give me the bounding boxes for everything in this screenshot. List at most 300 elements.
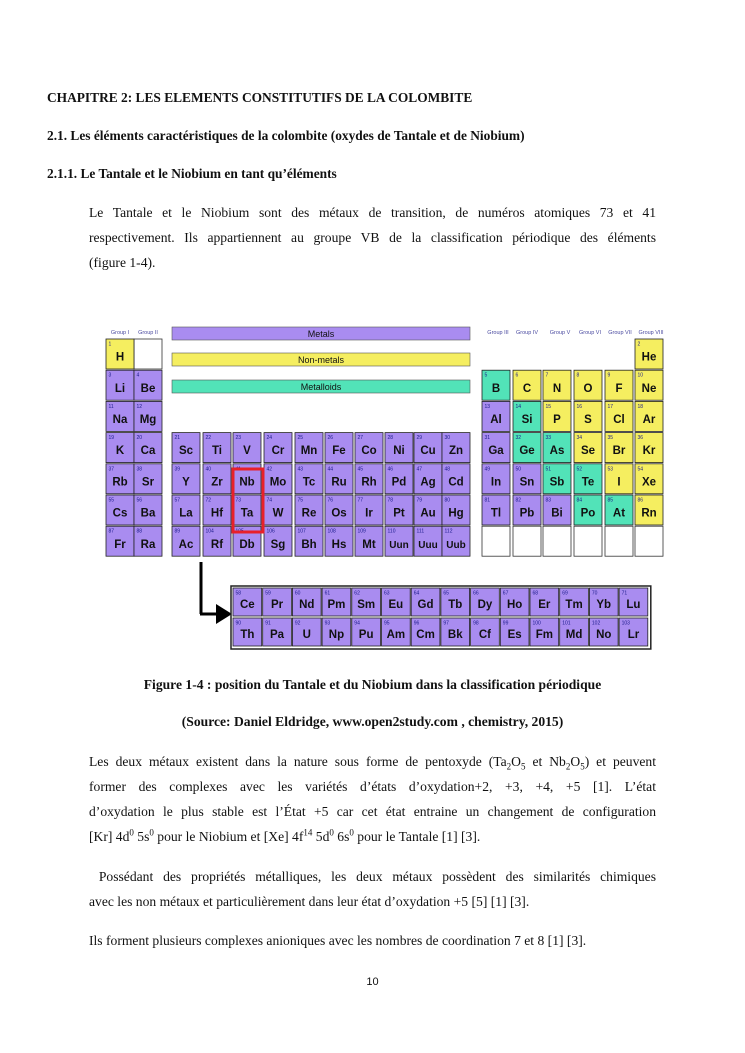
atomic-number: 61 xyxy=(324,590,331,597)
atomic-number: 86 xyxy=(637,497,644,504)
element-symbol: Tm xyxy=(565,599,583,612)
atomic-number: 2 xyxy=(637,341,641,348)
element-symbol: Bk xyxy=(447,629,463,642)
atomic-number: 4 xyxy=(136,372,140,379)
atomic-number: 16 xyxy=(576,403,583,410)
atomic-number: 13 xyxy=(484,403,491,410)
atomic-number: 76 xyxy=(327,497,334,504)
element-symbol: Fm xyxy=(535,629,553,642)
element-cell-po xyxy=(574,495,602,525)
element-cell-w xyxy=(264,495,292,525)
group-label-4: Group IV xyxy=(515,330,539,336)
atomic-number: 55 xyxy=(108,497,115,504)
element-symbol: K xyxy=(115,445,125,458)
element-cell-th xyxy=(233,618,262,646)
element-symbol: Mn xyxy=(300,445,318,458)
atomic-number: 84 xyxy=(576,497,583,504)
element-cell-tl xyxy=(482,495,510,525)
text-run: O xyxy=(570,754,581,769)
empty-cell xyxy=(513,526,541,556)
atomic-number: 66 xyxy=(473,590,479,597)
element-symbol: U xyxy=(302,629,311,642)
atomic-number: 36 xyxy=(637,435,644,442)
element-cell-kr xyxy=(635,433,663,463)
main-table xyxy=(106,339,663,556)
element-symbol: Er xyxy=(538,599,551,612)
element-cell-ra xyxy=(134,526,162,556)
element-cell-sb xyxy=(543,464,571,494)
atomic-number: 98 xyxy=(473,620,479,627)
atomic-number: 63 xyxy=(384,590,390,597)
element-cell-yb xyxy=(589,588,618,616)
element-cell-uuu xyxy=(414,526,442,556)
element-symbol: Nb xyxy=(239,476,255,489)
element-cell-cs xyxy=(106,495,134,525)
element-symbol: Mg xyxy=(139,414,157,426)
element-symbol: Es xyxy=(507,629,522,642)
element-cell-f xyxy=(605,370,633,400)
text-run: pour le Tantale [1] [3]. xyxy=(353,829,481,844)
element-cell-pu xyxy=(352,618,381,646)
element-cell-in xyxy=(482,464,510,494)
element-symbol: Sn xyxy=(519,476,535,489)
element-symbol: Lu xyxy=(626,599,641,612)
element-symbol: Li xyxy=(114,382,126,395)
element-cell-ge xyxy=(513,433,541,463)
atomic-number: 94 xyxy=(354,620,360,627)
element-cell-v xyxy=(233,433,261,463)
f-block-arrow-head xyxy=(216,604,232,624)
element-symbol: Se xyxy=(580,445,596,458)
element-cell-uun xyxy=(385,526,413,556)
element-cell-o xyxy=(574,370,602,400)
element-cell-sg xyxy=(264,526,292,556)
element-symbol: Uun xyxy=(389,539,409,551)
element-symbol: Au xyxy=(420,507,436,520)
element-symbol: Ag xyxy=(420,476,436,489)
element-symbol: Uuu xyxy=(418,539,438,551)
element-symbol: V xyxy=(243,445,251,458)
element-cell-mg xyxy=(134,401,162,431)
atomic-number: 51 xyxy=(545,466,552,473)
element-cell-rh xyxy=(355,464,383,494)
element-symbol: Sg xyxy=(270,538,286,551)
element-symbol: Os xyxy=(331,507,347,520)
atomic-number: 35 xyxy=(607,435,614,442)
atomic-number: 60 xyxy=(294,590,301,597)
element-cell-lr xyxy=(619,618,648,646)
element-symbol: Cr xyxy=(271,445,285,458)
properties-line-1: Possédant des propriétés métalliques, les deux métaux possèdent des similarités chimiques xyxy=(89,869,656,884)
atomic-number: 73 xyxy=(235,497,242,504)
element-symbol: Be xyxy=(140,382,156,395)
figure-caption: Figure 1-4 : position du Tantale et du Niobium dans la classification périodique xyxy=(143,677,602,692)
atomic-number: 58 xyxy=(235,590,242,597)
element-cell-no xyxy=(589,618,618,646)
element-symbol: Br xyxy=(612,445,626,458)
atomic-number: 54 xyxy=(637,466,644,473)
atomic-number: 5 xyxy=(484,372,488,379)
element-symbol: Pd xyxy=(391,476,407,489)
atomic-number: 100 xyxy=(532,620,541,627)
element-symbol: Sb xyxy=(549,476,565,489)
element-cell-ru xyxy=(325,464,353,494)
atomic-number: 107 xyxy=(297,528,306,535)
element-symbol: Ac xyxy=(178,538,194,551)
element-cell-i xyxy=(605,464,633,494)
group-label-8: Group VIII xyxy=(638,330,664,336)
element-cell-ir xyxy=(355,495,383,525)
element-cell-sc xyxy=(172,433,200,463)
empty-cell xyxy=(635,526,663,556)
intro-line-3: (figure 1-4). xyxy=(89,255,156,270)
element-cell-rb xyxy=(106,464,134,494)
atomic-number: 26 xyxy=(327,435,334,442)
element-cell-mn xyxy=(295,433,323,463)
element-symbol: Si xyxy=(521,414,533,426)
element-symbol: Hf xyxy=(210,507,224,520)
text-run: 6s xyxy=(333,829,350,844)
element-symbol: Zn xyxy=(448,445,464,458)
atomic-number: 78 xyxy=(387,497,394,504)
atomic-number: 72 xyxy=(205,497,212,504)
element-symbol: Pu xyxy=(358,629,374,642)
text-run: pour le Niobium et [Xe] 4f xyxy=(153,829,304,844)
atomic-number: 97 xyxy=(443,620,449,627)
atomic-number: 111 xyxy=(416,528,425,535)
atomic-number: 23 xyxy=(235,435,242,442)
atomic-number: 7 xyxy=(545,372,549,379)
subsection-heading: 2.1.1. Le Tantale et le Niobium en tant qu’éléments xyxy=(47,166,337,181)
element-cell-s xyxy=(574,401,602,431)
atomic-number: 10 xyxy=(637,372,644,379)
atomic-number: 93 xyxy=(324,620,331,627)
element-symbol: Po xyxy=(580,507,596,520)
periodic-table-figure xyxy=(0,320,745,650)
element-cell-cr xyxy=(264,433,292,463)
superscript: 0 xyxy=(329,827,334,838)
text-run: [Kr] 4d xyxy=(89,829,130,844)
atomic-number: 15 xyxy=(545,403,552,410)
element-cell-os xyxy=(325,495,353,525)
atomic-number: 22 xyxy=(205,435,212,442)
text-run: 5s xyxy=(133,829,150,844)
element-cell-ta xyxy=(233,495,261,525)
element-symbol: Sr xyxy=(141,476,155,489)
superscript: 0 xyxy=(349,827,354,838)
element-cell-bi xyxy=(543,495,571,525)
atomic-number: 41 xyxy=(235,466,242,473)
superscript: 14 xyxy=(303,827,313,838)
atomic-number: 81 xyxy=(484,497,491,504)
oxidation-line-1 xyxy=(89,749,656,774)
atomic-number: 34 xyxy=(576,435,583,442)
atomic-number: 14 xyxy=(515,403,522,410)
element-cell-eu xyxy=(382,588,411,616)
element-cell-co xyxy=(355,433,383,463)
legend-metals-label: Metals xyxy=(307,329,335,339)
element-cell-fr xyxy=(106,526,134,556)
element-symbol: F xyxy=(615,382,623,395)
subscript: 2 xyxy=(565,761,571,772)
element-cell-nd xyxy=(292,588,321,616)
element-cell-si xyxy=(513,401,541,431)
element-cell-cl xyxy=(605,401,633,431)
element-symbol: Nd xyxy=(299,599,315,612)
element-cell-ni xyxy=(385,433,413,463)
element-symbol: N xyxy=(552,382,562,395)
element-symbol: Te xyxy=(581,476,595,489)
element-symbol: Na xyxy=(112,414,128,426)
element-cell-ac xyxy=(172,526,200,556)
element-cell-mt xyxy=(355,526,383,556)
atomic-number: 102 xyxy=(591,620,601,627)
element-symbol: At xyxy=(612,507,626,520)
atomic-number: 52 xyxy=(576,466,583,473)
element-cell-fe xyxy=(325,433,353,463)
element-symbol: Cf xyxy=(478,629,492,642)
atomic-number: 85 xyxy=(607,497,614,504)
atomic-number: 53 xyxy=(607,466,614,473)
element-cell-tb xyxy=(441,588,470,616)
atomic-number: 33 xyxy=(545,435,552,442)
atomic-number: 106 xyxy=(266,528,275,535)
element-cell-hg xyxy=(442,495,470,525)
group-label-2: Group II xyxy=(138,330,158,336)
element-cell-ga xyxy=(482,433,510,463)
atomic-number: 70 xyxy=(591,590,598,597)
element-symbol: I xyxy=(617,476,621,489)
element-cell-se xyxy=(574,433,602,463)
element-symbol: Xe xyxy=(641,476,657,489)
element-symbol: Mt xyxy=(362,538,376,551)
legend-nonmetals-label: Non-metals xyxy=(297,355,345,365)
legend-metalloids-label: Metalloids xyxy=(300,382,342,392)
element-cell-dy xyxy=(471,588,500,616)
atomic-number: 57 xyxy=(174,497,181,504)
element-symbol: Al xyxy=(490,414,502,426)
element-symbol: Ce xyxy=(239,599,255,612)
oxidation-paragraph xyxy=(89,749,656,849)
atomic-number: 89 xyxy=(174,528,181,535)
element-cell-es xyxy=(500,618,529,646)
element-cell-fm xyxy=(530,618,559,646)
atomic-number: 64 xyxy=(413,590,420,597)
element-symbol: Cs xyxy=(112,507,128,520)
element-cell-zn xyxy=(442,433,470,463)
oxidation-line-4 xyxy=(89,824,656,849)
element-cell-sn xyxy=(513,464,541,494)
element-cell-tc xyxy=(295,464,323,494)
empty-cell xyxy=(134,339,162,369)
element-symbol: Ni xyxy=(393,445,405,458)
properties-paragraph xyxy=(89,864,656,914)
element-cell-pm xyxy=(322,588,351,616)
element-cell-er xyxy=(530,588,559,616)
element-symbol: Md xyxy=(565,629,583,642)
atomic-number: 65 xyxy=(443,590,449,597)
element-symbol: Pa xyxy=(270,629,285,642)
element-symbol: Ba xyxy=(140,507,156,520)
element-symbol: Fr xyxy=(114,538,126,551)
element-symbol: Pm xyxy=(327,599,346,612)
element-cell-na xyxy=(106,401,134,431)
group-label-3: Group III xyxy=(487,330,509,336)
element-cell-te xyxy=(574,464,602,494)
intro-line-1: Le Tantale et le Niobium sont des métaux de transition, de numéros atomiques 73 et 41 xyxy=(89,205,656,220)
element-cell-y xyxy=(172,464,200,494)
element-symbol: Zr xyxy=(211,476,223,489)
element-symbol: He xyxy=(641,351,657,364)
element-symbol: Ga xyxy=(488,445,504,458)
element-symbol: Dy xyxy=(477,599,493,612)
element-cell-uub xyxy=(442,526,470,556)
element-cell-au xyxy=(414,495,442,525)
element-cell-cf xyxy=(471,618,500,646)
atomic-number: 1 xyxy=(108,341,112,348)
subscript: 5 xyxy=(580,761,585,772)
atomic-number: 21 xyxy=(174,435,181,442)
atomic-number: 27 xyxy=(357,435,364,442)
element-cell-c xyxy=(513,370,541,400)
element-cell-sm xyxy=(352,588,381,616)
empty-cells-period-7 xyxy=(482,526,663,556)
element-symbol: Cu xyxy=(420,445,436,458)
element-cell-hs xyxy=(325,526,353,556)
atomic-number: 20 xyxy=(136,435,143,442)
element-symbol: As xyxy=(549,445,565,458)
element-symbol: Db xyxy=(239,538,255,551)
element-cell-tm xyxy=(560,588,589,616)
group-label-1: Group I xyxy=(110,330,130,336)
text-run: et Nb xyxy=(525,754,566,769)
atomic-number: 96 xyxy=(413,620,420,627)
element-symbol: Ru xyxy=(331,476,347,489)
group-label-7: Group VII xyxy=(608,330,632,336)
atomic-number: 80 xyxy=(444,497,451,504)
element-cell-ho xyxy=(500,588,529,616)
figure-source: (Source: Daniel Eldridge, www.open2study.com , chemistry, 2015) xyxy=(181,714,564,729)
element-cell-at xyxy=(605,495,633,525)
atomic-number: 6 xyxy=(515,372,519,379)
atomic-number: 28 xyxy=(387,435,394,442)
element-cell-pa xyxy=(263,618,292,646)
element-symbol: Sm xyxy=(357,599,376,612)
atomic-number: 40 xyxy=(205,466,212,473)
element-symbol: Hs xyxy=(331,538,347,551)
element-symbol: Kr xyxy=(642,445,656,458)
element-symbol: Uub xyxy=(446,539,466,551)
atomic-number: 104 xyxy=(205,528,214,535)
atomic-number: 59 xyxy=(265,590,271,597)
atomic-number: 91 xyxy=(265,620,271,627)
atomic-number: 38 xyxy=(136,466,143,473)
atomic-number: 3 xyxy=(108,372,112,379)
element-symbol: Bi xyxy=(551,507,563,520)
element-cell-ba xyxy=(134,495,162,525)
element-symbol: La xyxy=(179,507,193,520)
atomic-number: 30 xyxy=(444,435,451,442)
element-symbol: Pb xyxy=(519,507,535,520)
element-cell-md xyxy=(560,618,589,646)
intro-paragraph xyxy=(89,200,656,275)
atomic-number: 99 xyxy=(502,620,509,627)
properties-line-2: avec les non métaux et particulièrement dans leur état d’oxydation +5 [5] [1] [3]. xyxy=(89,894,530,909)
atomic-number: 43 xyxy=(297,466,304,473)
element-cell-pd xyxy=(385,464,413,494)
element-symbol: Tb xyxy=(448,599,463,612)
element-cell-re xyxy=(295,495,323,525)
element-cell-pr xyxy=(263,588,292,616)
element-symbol: Fe xyxy=(332,445,346,458)
atomic-number: 95 xyxy=(384,620,390,627)
element-cell-am xyxy=(382,618,411,646)
element-symbol: Cd xyxy=(448,476,464,489)
element-symbol: Rn xyxy=(641,507,657,520)
element-symbol: Ir xyxy=(365,507,373,520)
atomic-number: 74 xyxy=(266,497,273,504)
element-symbol: P xyxy=(553,414,561,426)
atomic-number: 49 xyxy=(484,466,491,473)
atomic-number: 11 xyxy=(108,403,114,410)
element-symbol: B xyxy=(491,382,501,395)
section-heading: 2.1. Les éléments caractéristiques de la colombite (oxydes de Tantale et de Niobium) xyxy=(47,128,525,143)
element-cell-mo xyxy=(264,464,292,494)
atomic-number: 44 xyxy=(327,466,334,473)
element-symbol: In xyxy=(490,476,502,489)
text-run: O xyxy=(511,754,521,769)
atomic-number: 108 xyxy=(327,528,336,535)
element-cell-cu xyxy=(414,433,442,463)
oxidation-line-2: former des complexes avec les variétés d’états d’oxydation+2, +3, +4, +5 [1]. L’état xyxy=(89,779,656,794)
atomic-number: 50 xyxy=(515,466,522,473)
element-cell-n xyxy=(543,370,571,400)
element-symbol: Ge xyxy=(519,445,535,458)
element-symbol: Lr xyxy=(627,629,640,642)
element-cell-al xyxy=(482,401,510,431)
superscript: 0 xyxy=(129,827,134,838)
atomic-number: 8 xyxy=(576,372,580,379)
element-symbol: Ca xyxy=(140,445,156,458)
atomic-number: 112 xyxy=(444,528,453,535)
complexes-paragraph xyxy=(89,928,656,953)
element-cell-be xyxy=(134,370,162,400)
empty-cell xyxy=(574,526,602,556)
atomic-number: 87 xyxy=(108,528,115,535)
element-symbol: Hg xyxy=(448,507,464,520)
text-run: ) et peuvent xyxy=(584,754,656,769)
atomic-number: 68 xyxy=(532,590,539,597)
atomic-number: 19 xyxy=(108,435,115,442)
atomic-number: 62 xyxy=(354,590,360,597)
text-run: 5d xyxy=(312,829,330,844)
atomic-number: 90 xyxy=(235,620,242,627)
atomic-number: 103 xyxy=(621,620,630,627)
atomic-number: 9 xyxy=(607,372,611,379)
element-cell-hf xyxy=(203,495,231,525)
element-symbol: Cm xyxy=(416,629,435,642)
intro-line-2: respectivement. Ils appartiennent au groupe VB de la classification périodique des éléments xyxy=(89,230,656,245)
element-cell-he xyxy=(635,339,663,369)
group-label-6: Group VI xyxy=(578,330,602,336)
element-cell-k xyxy=(106,433,134,463)
atomic-number: 75 xyxy=(297,497,304,504)
element-cell-bh xyxy=(295,526,323,556)
atomic-number: 25 xyxy=(297,435,304,442)
element-symbol: Mo xyxy=(269,476,287,489)
element-cell-b xyxy=(482,370,510,400)
element-symbol: Ta xyxy=(240,507,254,520)
